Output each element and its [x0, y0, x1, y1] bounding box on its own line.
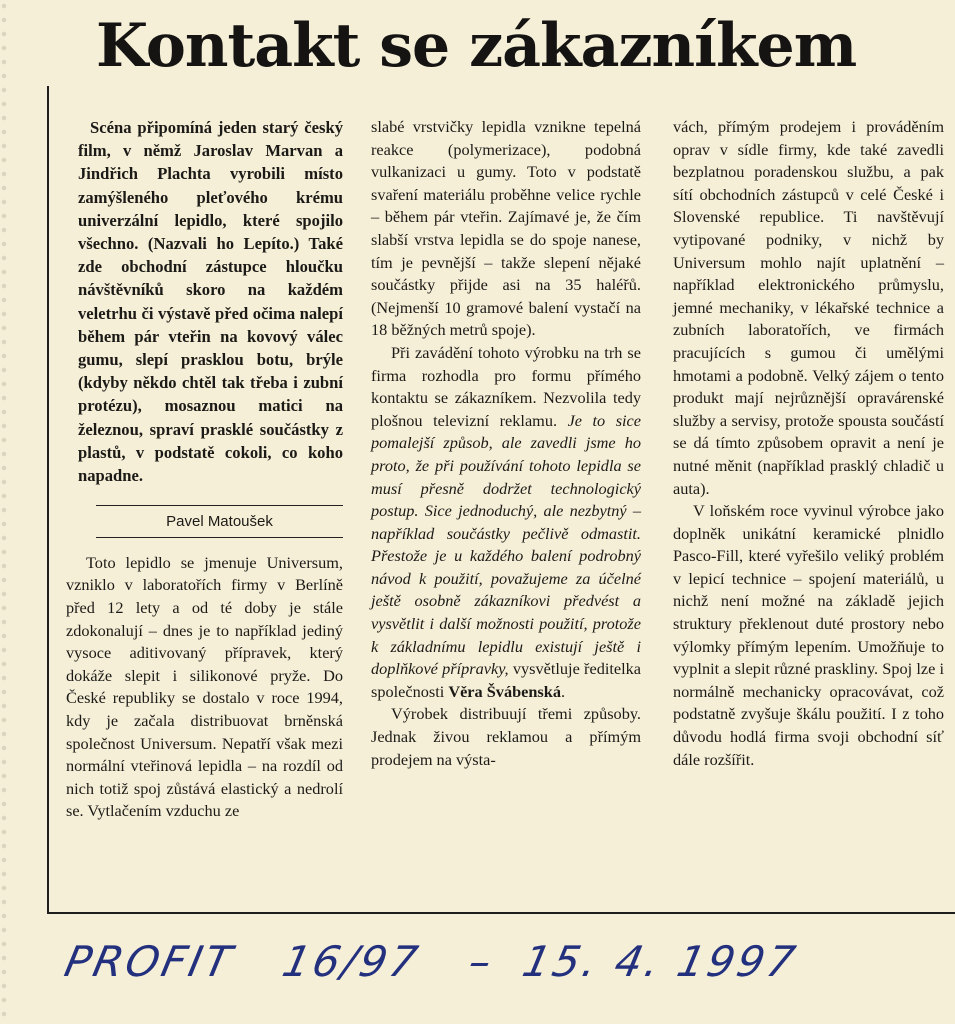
- body-paragraph: V loňském roce vyvinul výrobce jako doplněk unikátní keramické plnidlo Pasco-Fill, které vyřešilo veliký problém v lepicí technice – spojení materiálů, u nichž není možné na základě jejich struktury překlenout duté prostory nebo výlomky přímým lepením. Umožňuje to vyplnit a slepit různé praskliny. Spoj lze i normálně mechanicky opracovávat, což podstatně zvyšuje škálu použití. I z toho důvodu hodlá firma svoji obchodní síť dále rozšířit.: [673, 501, 944, 769]
- paragraph-text: vysvětluje ředitelka společnosti: [371, 659, 641, 701]
- quoted-person-name: Věra Švábenská: [448, 681, 561, 701]
- article-column-2: [371, 116, 641, 771]
- author-byline: Pavel Matoušek: [166, 513, 273, 531]
- paper-edge-perforation: [0, 0, 8, 1024]
- article-lead-paragraph: Scéna připomíná jeden starý český film, v němž Jaroslav Marvan a Jindřich Plachta vyrobili místo zamýšleného pleťového krému univerzální lepidlo, které spojilo všechno. (Nazvali ho Lepíto.) Také zde obchodní zástupce hloučku návštěvníků skoro na každém veletrhu či výstavě před očima nalepí během pár vteřin na kovový válec gumu, slepí prasklou botu, brýle (kdyby někdo chtěl tak třeba i zubní protézu), mosaznou matici na železnou, spraví prasklé součástky z plastů, v podstatě cokoli, co koho napadne.: [78, 118, 343, 486]
- body-paragraph: slabé vrstvičky lepidla vznikne tepelná reakce (polymerizace), podobná vulkanizaci u gumy. Toto v podstatě svaření materiálu proběhne velice rychle – během pár vteřin. Zajímavé je, že čím slabší vrstva lepidla se do spoje nanese, tím je pevnější – takže slepení nějaké součástky přijde asi na 35 haléřů. (Nejmenší 10 gramové balení vystačí na 18 běžných metrů spoje).: [371, 117, 641, 340]
- handwritten-date: 15. 4. 1997: [518, 937, 803, 986]
- body-paragraph: vách, přímým prodejem i prováděním oprav v sídle firmy, kde také zavedli bezplatnou poradenskou službu, a pak sítí obchodních zástupců v celé České i Slovenské republice. Ti navštěvují vytipované podniky, v nichž by Universum mohlo najít uplatnění – například elektronického průmyslu, jemné mechaniky, v lékařské technice a zubních laboratořích, ve firmách pracujících s gumou či umělými hmotami a podobně. Velký zájem o tento produkt mají nejrůznější opravárenské služby a servisy, protože spousta součástí se dá tímto způsobem opravit a není je nutné měnit (například prasklý chladič u auta).: [673, 117, 944, 498]
- article-headline: Kontakt se zákazníkem: [96, 11, 857, 81]
- handwritten-issue: 16/97: [278, 937, 425, 986]
- body-paragraph-quote: [371, 342, 641, 704]
- article-frame-bottom-rule: [47, 912, 955, 914]
- handwritten-source-note: [59, 932, 803, 992]
- byline-box: [96, 505, 343, 538]
- handwritten-publication: PROFIT: [60, 937, 239, 986]
- italic-quote: Je to sice pomalejší způsob, ale zavedli jsme ho proto, že při používání tohoto lepidla se musí přesně dodržet technologický postup. Sice jednoduchý, ale nezbytný – například součástky pečlivě odmastit. Přestože je u každého balení podrobný návod k použití, považujeme za účelné ještě osobně zákazníkovi předvést a vysvětlit i další možnosti použití, protože k základnímu lepidlu existují ještě i doplňkové přípravky,: [371, 410, 642, 679]
- article-frame-left-rule: [47, 86, 49, 914]
- handwritten-dash: –: [464, 937, 499, 986]
- body-paragraph: Výrobek distribuují třemi způsoby. Jednak živou reklamou a přímým prodejem na výsta-: [371, 704, 641, 769]
- paragraph-text: .: [560, 681, 566, 701]
- article-column-1: [66, 116, 343, 823]
- body-paragraph: Toto lepidlo se jmenuje Universum, vzniklo v laboratořích firmy v Berlíně před 12 lety a od té doby je stále zdokonalují – dnes je to například jediný vysoce aditivovaný přípravek, který dokáže slepit i silikonové pryže. Do České republiky se dostalo v roce 1994, kdy je začala distribuovat brněnská společnost Universum. Nepatří však mezi normální vteřinová lepidla – na rozdíl od nich totiž spoj zůstává elastický a nedrolí se. Vytlačením vzduchu ze: [66, 552, 343, 821]
- paragraph-text: Při zavádění tohoto výrobku na trh se firma rozhodla pro formu přímého kontaktu se zákazníkem. Nezvolila tedy plošnou televizní reklamu.: [371, 342, 641, 430]
- article-column-3: [673, 116, 944, 771]
